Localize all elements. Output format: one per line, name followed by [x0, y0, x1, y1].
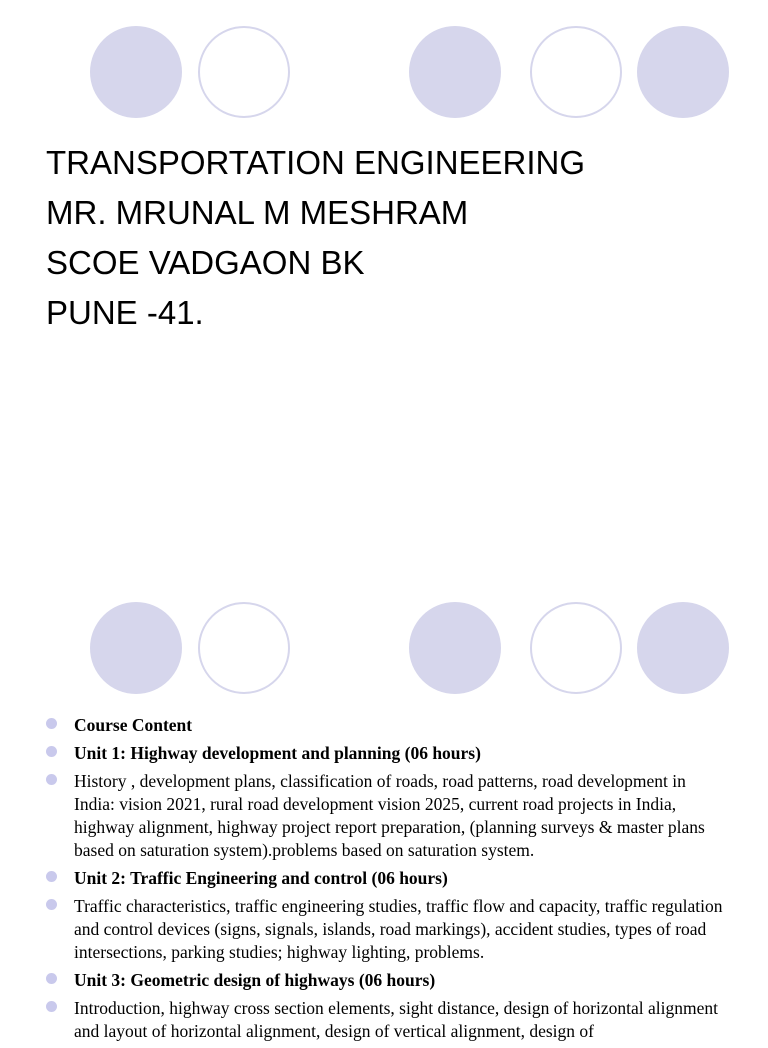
bullet-dot-icon	[46, 774, 57, 785]
decorative-circle-filled	[90, 26, 182, 118]
bullet-text: Introduction, highway cross section elements, sight distance, design of horizontal alignment and layout of horizontal alignment, design of vertical alignment, design of	[74, 998, 718, 1041]
bullet-item	[46, 770, 726, 862]
bullet-dot-icon	[46, 718, 57, 729]
bullet-text: Course Content	[74, 715, 193, 735]
title-course: TRANSPORTATION ENGINEERING	[46, 144, 586, 181]
decorative-circle-outline	[198, 602, 290, 694]
title-author: MR. MRUNAL M MESHRAM	[46, 194, 469, 231]
decorative-circle-outline	[530, 602, 622, 694]
decorative-circle-filled	[90, 602, 182, 694]
bullet-dot-icon	[46, 973, 57, 984]
slide-title	[46, 138, 585, 338]
decorative-circle-filled	[409, 26, 501, 118]
bullet-text: Unit 2: Traffic Engineering and control (06 hours)	[74, 868, 448, 888]
decorative-circle-filled	[637, 602, 729, 694]
course-content-slide	[0, 576, 768, 1041]
decorative-circle-outline	[530, 26, 622, 118]
bullet-item	[46, 742, 726, 765]
decorative-circle-filled	[409, 602, 501, 694]
bullet-dot-icon	[46, 746, 57, 757]
bullet-list	[46, 714, 726, 1048]
bullet-dot-icon	[46, 899, 57, 910]
bullet-text: Unit 3: Geometric design of highways (06 hours)	[74, 970, 436, 990]
decorative-circle-filled	[637, 26, 729, 118]
bullet-item	[46, 969, 726, 992]
bullet-dot-icon	[46, 1001, 57, 1012]
bullet-text: Traffic characteristics, traffic engineering studies, traffic flow and capacity, traffic regulation and control devices (signs, signals, islands, road markings), accident studies, types of road intersections, parking studies; highway lighting, problems.	[74, 896, 723, 962]
bullet-item	[46, 714, 726, 737]
title-institution: SCOE VADGAON BK	[46, 244, 365, 281]
bullet-item	[46, 895, 726, 964]
bullet-dot-icon	[46, 871, 57, 882]
decorative-circle-outline	[198, 26, 290, 118]
title-city: PUNE -41.	[46, 294, 204, 331]
bullet-text: History , development plans, classification of roads, road patterns, road development in India: vision 2021, rural road development vision 2025, current road projects in India, highway alignment, highway project report preparation, (planning surveys & master plans based on saturation system).problems based on saturation system.	[74, 771, 705, 860]
bullet-item	[46, 997, 726, 1043]
bullet-item	[46, 867, 726, 890]
bullet-text: Unit 1: Highway development and planning (06 hours)	[74, 743, 481, 763]
